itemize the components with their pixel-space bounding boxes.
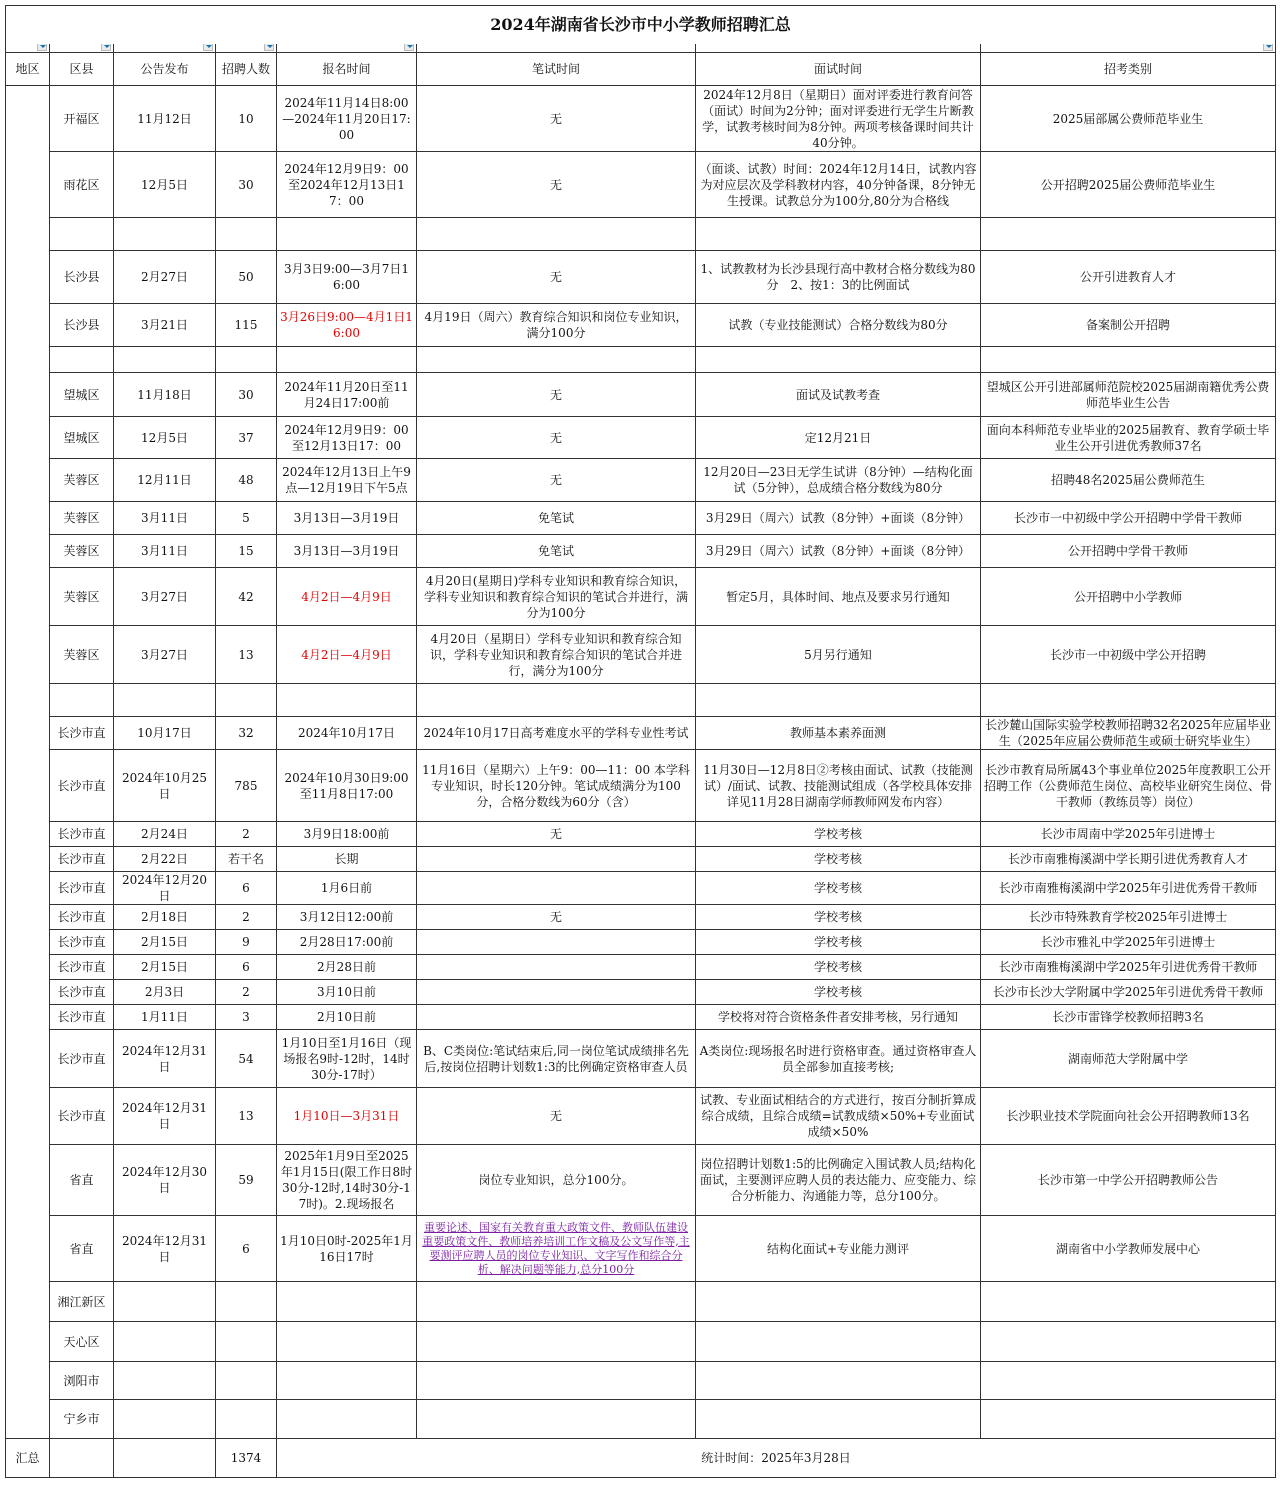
- category-cell: 长沙市南雅梅溪湖中学长期引进优秀教育人才: [981, 847, 1276, 872]
- registration-cell: 4月2日—4月9日: [277, 626, 417, 684]
- header-interview: 面试时间: [696, 53, 981, 86]
- table-row: [6, 373, 1276, 417]
- county-cell: 长沙市直: [50, 905, 114, 930]
- recruitment-table: [5, 5, 1276, 1478]
- table-row: [6, 86, 1276, 152]
- header-registration: 报名时间: [277, 53, 417, 86]
- county-cell: 长沙市直: [50, 1030, 114, 1088]
- county-cell: 芙蓉区: [50, 568, 114, 626]
- interview-cell: 学校考核: [696, 872, 981, 905]
- table-row: [6, 955, 1276, 980]
- category-cell: 公开招聘中学骨干教师: [981, 535, 1276, 568]
- interview-cell: [696, 1322, 981, 1362]
- publish-cell: 2月27日: [114, 251, 216, 304]
- interview-cell: 学校考核: [696, 955, 981, 980]
- written-cell: 无: [417, 373, 696, 417]
- category-cell: 公开引进教育人才: [981, 251, 1276, 304]
- filter-cell: [114, 44, 216, 53]
- county-cell: 长沙市直: [50, 930, 114, 955]
- count-cell: 2: [216, 905, 277, 930]
- written-cell: 4月20日（星期日）学科专业知识和教育综合知识，学科专业知识和教育综合知识的笔试合并进行，满分为100分: [417, 626, 696, 684]
- interview-cell: 暂定5月，具体时间、地点及要求另行通知: [696, 568, 981, 626]
- written-cell: 免笔试: [417, 535, 696, 568]
- registration-cell: [277, 1400, 417, 1439]
- written-cell: [417, 955, 696, 980]
- summary-row: [6, 1439, 1276, 1478]
- registration-cell: 3月9日18:00前: [277, 822, 417, 847]
- header-row: [6, 53, 1276, 86]
- written-cell: [417, 872, 696, 905]
- table-row: [6, 1088, 1276, 1145]
- category-cell: 湖南省中小学教师发展中心: [981, 1216, 1276, 1282]
- interview-cell: （面谈、试教）时间：2024年12月14日，试教内容为对应层次及学科教材内容，40分钟备课，8分钟无生授课。试教总分为100分,80分为合格线: [696, 152, 981, 218]
- filter-dropdown-icon[interactable]: [1263, 44, 1273, 51]
- interview-cell: [696, 1400, 981, 1439]
- county-cell: 长沙市直: [50, 717, 114, 750]
- filter-dropdown-icon[interactable]: [404, 44, 414, 51]
- category-cell: 面向本科师范专业毕业的2025届教育、教育学硕士毕业生公开引进优秀教师37名: [981, 417, 1276, 459]
- count-cell: 13: [216, 626, 277, 684]
- publish-cell: 2月18日: [114, 905, 216, 930]
- registration-cell: 2024年12月9日9：00至12月13日17：00: [277, 417, 417, 459]
- filter-dropdown-icon[interactable]: [37, 44, 47, 51]
- count-cell: 42: [216, 568, 277, 626]
- interview-cell: 面试及试教考查: [696, 373, 981, 417]
- registration-cell: 3月26日9:00—4月1日16:00: [277, 304, 417, 347]
- category-cell: 长沙市周南中学2025年引进博士: [981, 822, 1276, 847]
- publish-cell: [114, 347, 216, 373]
- table-row: [6, 1145, 1276, 1216]
- category-cell: 公开招聘中小学教师: [981, 568, 1276, 626]
- registration-cell: [277, 347, 417, 373]
- publish-cell: 2024年10月25日: [114, 750, 216, 822]
- count-cell: 13: [216, 1088, 277, 1145]
- publish-cell: [114, 1362, 216, 1400]
- count-cell: 6: [216, 1216, 277, 1282]
- county-cell: 长沙县: [50, 251, 114, 304]
- table-row: [6, 1362, 1276, 1400]
- count-cell: 50: [216, 251, 277, 304]
- publish-cell: 3月11日: [114, 502, 216, 535]
- table-row: [6, 417, 1276, 459]
- interview-cell: 11月30日—12月8日②考核由面试、试教（技能测试）/面试、试教、技能测试组成（各学校具体安排详见11月28日湖南学师教师网发布内容）: [696, 750, 981, 822]
- filter-cell: [6, 44, 50, 53]
- category-cell: 长沙市南雅梅溪湖中学2025年引进优秀骨干教师: [981, 955, 1276, 980]
- filter-dropdown-icon[interactable]: [101, 44, 111, 51]
- category-cell: 长沙市教育局所属43个事业单位2025年度教职工公开招聘工作（公费师范生岗位、高校毕业研究生岗位、骨干教师（教练员等）岗位）: [981, 750, 1276, 822]
- interview-cell: 学校考核: [696, 905, 981, 930]
- written-cell: B、C类岗位:笔试结束后,同一岗位笔试成绩排名先后,按岗位招聘计划数1:3的比例确定资格审查人员: [417, 1030, 696, 1088]
- interview-cell: [696, 684, 981, 717]
- title-row: [6, 6, 1276, 45]
- category-cell: 望城区公开引进部属师范院校2025届湖南籍优秀公费师范毕业生公告: [981, 373, 1276, 417]
- interview-cell: 教师基本素养面测: [696, 717, 981, 750]
- written-cell: [417, 218, 696, 251]
- publish-cell: 2月3日: [114, 980, 216, 1005]
- header-written: 笔试时间: [417, 53, 696, 86]
- publish-cell: 3月27日: [114, 568, 216, 626]
- county-cell: 长沙市直: [50, 847, 114, 872]
- written-cell: [417, 847, 696, 872]
- count-cell: [216, 347, 277, 373]
- registration-cell: 2024年11月20日至11月24日17:00前: [277, 373, 417, 417]
- count-cell: 10: [216, 86, 277, 152]
- count-cell: 30: [216, 152, 277, 218]
- interview-cell: 学校考核: [696, 822, 981, 847]
- county-cell: 省直: [50, 1145, 114, 1216]
- category-cell: 长沙市一中初级中学公开招聘中学骨干教师: [981, 502, 1276, 535]
- count-cell: 54: [216, 1030, 277, 1088]
- table-row: [6, 568, 1276, 626]
- category-cell: 湖南师范大学附属中学: [981, 1030, 1276, 1088]
- category-cell: 备案制公开招聘: [981, 304, 1276, 347]
- written-cell: 无: [417, 1088, 696, 1145]
- count-cell: 37: [216, 417, 277, 459]
- header-publish: 公告发布: [114, 53, 216, 86]
- county-cell: [50, 347, 114, 373]
- count-cell: 30: [216, 373, 277, 417]
- registration-cell: 2月28日前: [277, 955, 417, 980]
- interview-cell: A类岗位:现场报名时进行资格审查。通过资格审查人员全部参加直接考核;: [696, 1030, 981, 1088]
- written-cell: [417, 1322, 696, 1362]
- table-row: [6, 1322, 1276, 1362]
- registration-cell: [277, 1362, 417, 1400]
- county-cell: 长沙市直: [50, 872, 114, 905]
- publish-cell: 3月27日: [114, 626, 216, 684]
- publish-cell: 2024年12月31日: [114, 1030, 216, 1088]
- filter-cell: [696, 44, 981, 53]
- interview-cell: 3月29日（周六）试教（8分钟）+面谈（8分钟）: [696, 535, 981, 568]
- category-cell: [981, 684, 1276, 717]
- publish-cell: 2024年12月30日: [114, 1145, 216, 1216]
- interview-cell: 结构化面试+专业能力测评: [696, 1216, 981, 1282]
- written-cell: 2024年10月17日高考难度水平的学科专业性考试: [417, 717, 696, 750]
- publish-cell: [114, 1322, 216, 1362]
- category-cell: 公开招聘2025届公费师范毕业生: [981, 152, 1276, 218]
- registration-cell: 1月10日0时-2025年1月16日17时: [277, 1216, 417, 1282]
- publish-cell: 2月22日: [114, 847, 216, 872]
- written-cell: [417, 684, 696, 717]
- count-cell: [216, 684, 277, 717]
- written-cell: 无: [417, 152, 696, 218]
- county-cell: 开福区: [50, 86, 114, 152]
- interview-cell: 定12月21日: [696, 417, 981, 459]
- publish-cell: 2024年12月31日: [114, 1216, 216, 1282]
- count-cell: 59: [216, 1145, 277, 1216]
- publish-cell: 10月17日: [114, 717, 216, 750]
- registration-cell: 2月28日17:00前: [277, 930, 417, 955]
- count-cell: [216, 1322, 277, 1362]
- registration-cell: 3月10日前: [277, 980, 417, 1005]
- registration-cell: 1月10日—3月31日: [277, 1088, 417, 1145]
- written-cell[interactable]: 重要论述、国家有关教育重大政策文件、教师队伍建设重要政策文件、教师培养培训工作文稿及公文写作等,主要测评应聘人员的岗位专业知识、文字写作和综合分析、解决问题等能力,总分100分: [417, 1216, 696, 1282]
- county-cell: 湘江新区: [50, 1282, 114, 1322]
- publish-cell: 3月11日: [114, 535, 216, 568]
- publish-cell: 2024年12月31日: [114, 1088, 216, 1145]
- table-row: [6, 905, 1276, 930]
- written-cell: [417, 1282, 696, 1322]
- registration-cell: 2024年10月30日9:00至11月8日17:00: [277, 750, 417, 822]
- filter-cell: [216, 44, 277, 53]
- category-cell: [981, 347, 1276, 373]
- written-cell: 无: [417, 86, 696, 152]
- county-cell: 宁乡市: [50, 1400, 114, 1439]
- written-cell: [417, 930, 696, 955]
- interview-cell: [696, 347, 981, 373]
- publish-cell: [114, 684, 216, 717]
- county-cell: 长沙市直: [50, 750, 114, 822]
- registration-cell: 1月10日至1月16日（现场报名9时-12时，14时30分-17时）: [277, 1030, 417, 1088]
- interview-cell: [696, 218, 981, 251]
- county-cell: 天心区: [50, 1322, 114, 1362]
- table-row: [6, 535, 1276, 568]
- category-cell: 长沙职业技术学院面向社会公开招聘教师13名: [981, 1088, 1276, 1145]
- header-category: 招考类别: [981, 53, 1276, 86]
- interview-cell: 岗位招聘计划数1:5的比例确定入围试教人员;结构化面试，主要测评应聘人员的表达能力、应变能力、综合分析能力、沟通能力等，总分100分。: [696, 1145, 981, 1216]
- count-cell: 2: [216, 980, 277, 1005]
- count-cell: [216, 1282, 277, 1322]
- summary-label: 汇总: [6, 1439, 50, 1478]
- category-cell: [981, 1322, 1276, 1362]
- count-cell: 15: [216, 535, 277, 568]
- category-cell: [981, 1400, 1276, 1439]
- written-cell: [417, 1362, 696, 1400]
- publish-cell: [114, 218, 216, 251]
- count-cell: 2: [216, 822, 277, 847]
- interview-cell: 学校考核: [696, 930, 981, 955]
- filter-cell: [277, 44, 417, 53]
- county-cell: 芙蓉区: [50, 535, 114, 568]
- header-count: 招聘人数: [216, 53, 277, 86]
- county-cell: 芙蓉区: [50, 459, 114, 502]
- registration-cell: 2024年10月17日: [277, 717, 417, 750]
- registration-cell: [277, 1282, 417, 1322]
- count-cell: [216, 218, 277, 251]
- county-cell: 长沙县: [50, 304, 114, 347]
- category-cell: 长沙市第一中学公开招聘教师公告: [981, 1145, 1276, 1216]
- publish-cell: 2024年12月20日: [114, 872, 216, 905]
- table-row: [6, 152, 1276, 218]
- count-cell: 9: [216, 930, 277, 955]
- publish-cell: [114, 1282, 216, 1322]
- written-cell: 岗位专业知识，总分100分。: [417, 1145, 696, 1216]
- registration-cell: 2025年1月9日至2025年1月15日(限工作日8时30分-12时,14时30分-17时)。2.现场报名: [277, 1145, 417, 1216]
- registration-cell: [277, 1322, 417, 1362]
- table-row: [6, 218, 1276, 251]
- publish-cell: 11月18日: [114, 373, 216, 417]
- interview-cell: 5月另行通知: [696, 626, 981, 684]
- table-row: [6, 626, 1276, 684]
- county-cell: 芙蓉区: [50, 626, 114, 684]
- category-cell: [981, 1362, 1276, 1400]
- filter-dropdown-icon[interactable]: [264, 44, 274, 51]
- table-row: [6, 872, 1276, 905]
- registration-cell: 3月13日—3月19日: [277, 502, 417, 535]
- table-row: [6, 502, 1276, 535]
- category-cell: [981, 218, 1276, 251]
- publish-cell: 2月15日: [114, 930, 216, 955]
- written-cell: 无: [417, 417, 696, 459]
- interview-cell: 试教、专业面试相结合的方式进行，按百分制折算成综合成绩，且综合成绩=试教成绩×50%+专业面试成绩×50%: [696, 1088, 981, 1145]
- table-row: [6, 930, 1276, 955]
- written-cell: 无: [417, 251, 696, 304]
- filter-cell: [50, 44, 114, 53]
- county-cell: [50, 218, 114, 251]
- registration-cell: 2024年11月14日8:00—2024年11月20日17:00: [277, 86, 417, 152]
- registration-cell: 1月6日前: [277, 872, 417, 905]
- table-row: [6, 1030, 1276, 1088]
- publish-cell: 3月21日: [114, 304, 216, 347]
- category-cell: 长沙市南雅梅溪湖中学2025年引进优秀骨干教师: [981, 872, 1276, 905]
- written-cell: [417, 980, 696, 1005]
- table-row: [6, 304, 1276, 347]
- count-cell: 6: [216, 872, 277, 905]
- written-cell: 无: [417, 459, 696, 502]
- county-cell: [50, 684, 114, 717]
- publish-cell: 1月11日: [114, 1005, 216, 1030]
- interview-cell: 1、试教教材为长沙县现行高中教材合格分数线为80分 2、按1：3的比例面试: [696, 251, 981, 304]
- filter-dropdown-icon[interactable]: [203, 44, 213, 51]
- category-cell: 长沙市长沙大学附属中学2025年引进优秀骨干教师: [981, 980, 1276, 1005]
- table-row: [6, 847, 1276, 872]
- interview-cell: [696, 1362, 981, 1400]
- count-cell: 48: [216, 459, 277, 502]
- filter-cell: [417, 44, 696, 53]
- category-cell: 长沙市雅礼中学2025年引进博士: [981, 930, 1276, 955]
- written-cell: 11月16日（星期六）上午9：00—11：00 本学科专业知识，时长120分钟。笔试成绩满分为100分，合格分数线为60分（含）: [417, 750, 696, 822]
- table-row: [6, 717, 1276, 750]
- registration-cell: 2024年12月9日9：00至2024年12月13日17：00: [277, 152, 417, 218]
- category-cell: 长沙市特殊教育学校2025年引进博士: [981, 905, 1276, 930]
- page-title: 2024年湖南省长沙市中小学教师招聘汇总: [6, 6, 1276, 45]
- registration-cell: 3月13日—3月19日: [277, 535, 417, 568]
- publish-cell: 12月5日: [114, 417, 216, 459]
- publish-cell: 12月5日: [114, 152, 216, 218]
- county-cell: 省直: [50, 1216, 114, 1282]
- written-cell: [417, 1400, 696, 1439]
- count-cell: 6: [216, 955, 277, 980]
- county-cell: 长沙市直: [50, 1005, 114, 1030]
- count-cell: 785: [216, 750, 277, 822]
- written-cell: 4月19日（周六）教育综合知识和岗位专业知识，满分100分: [417, 304, 696, 347]
- summary-empty: [50, 1439, 114, 1478]
- interview-cell: 学校考核: [696, 980, 981, 1005]
- written-cell: [417, 347, 696, 373]
- interview-cell: 学校考核: [696, 847, 981, 872]
- category-cell: 长沙麓山国际实验学校教师招聘32名2025年应届毕业生（2025年应届公费师范生或硕士研究毕业生）: [981, 717, 1276, 750]
- county-cell: 雨花区: [50, 152, 114, 218]
- table-row: [6, 1400, 1276, 1439]
- written-cell: 免笔试: [417, 502, 696, 535]
- summary-empty: [114, 1439, 216, 1478]
- county-cell: 长沙市直: [50, 1088, 114, 1145]
- count-cell: [216, 1400, 277, 1439]
- table-row: [6, 750, 1276, 822]
- table-row: [6, 251, 1276, 304]
- registration-cell: 2月10日前: [277, 1005, 417, 1030]
- written-cell: 无: [417, 905, 696, 930]
- region-cell: [6, 86, 50, 1439]
- county-cell: 长沙市直: [50, 822, 114, 847]
- interview-cell: 试教（专业技能测试）合格分数线为80分: [696, 304, 981, 347]
- count-cell: 115: [216, 304, 277, 347]
- count-cell: 若干名: [216, 847, 277, 872]
- header-region: 地区: [6, 53, 50, 86]
- interview-cell: 学校将对符合资格条件者安排考核，另行通知: [696, 1005, 981, 1030]
- table-row: [6, 684, 1276, 717]
- written-cell: 无: [417, 822, 696, 847]
- registration-cell: 长期: [277, 847, 417, 872]
- count-cell: 32: [216, 717, 277, 750]
- interview-cell: [696, 1282, 981, 1322]
- category-cell: 招聘48名2025届公费师范生: [981, 459, 1276, 502]
- table-row: [6, 822, 1276, 847]
- table-row: [6, 980, 1276, 1005]
- publish-cell: 2月15日: [114, 955, 216, 980]
- written-cell: [417, 1005, 696, 1030]
- registration-cell: [277, 218, 417, 251]
- count-cell: 5: [216, 502, 277, 535]
- publish-cell: 12月11日: [114, 459, 216, 502]
- interview-cell: 3月29日（周六）试教（8分钟）+面谈（8分钟）: [696, 502, 981, 535]
- county-cell: 望城区: [50, 373, 114, 417]
- count-cell: [216, 1362, 277, 1400]
- registration-cell: 4月2日—4月9日: [277, 568, 417, 626]
- filter-row: [6, 44, 1276, 53]
- interview-cell: 2024年12月8日（星期日）面对评委进行教育问答（面试）时间为2分钟；面对评委进行无学生片断教学，试教考核时间为8分钟。两项考核备课时间共计40分钟。: [696, 86, 981, 152]
- publish-cell: 2月24日: [114, 822, 216, 847]
- registration-cell: [277, 684, 417, 717]
- county-cell: 芙蓉区: [50, 502, 114, 535]
- interview-cell: 12月20日—23日无学生试讲（8分钟）—结构化面试（5分钟），总成绩合格分数线为80分: [696, 459, 981, 502]
- county-cell: 浏阳市: [50, 1362, 114, 1400]
- category-cell: 2025届部属公费师范毕业生: [981, 86, 1276, 152]
- category-cell: [981, 1282, 1276, 1322]
- table-row: [6, 1005, 1276, 1030]
- filter-cell: [981, 44, 1276, 53]
- count-cell: 3: [216, 1005, 277, 1030]
- table-row: [6, 347, 1276, 373]
- county-cell: 望城区: [50, 417, 114, 459]
- publish-cell: 11月12日: [114, 86, 216, 152]
- stat-time: 统计时间：2025年3月28日: [277, 1439, 1276, 1478]
- table-row: [6, 1216, 1276, 1282]
- publish-cell: [114, 1400, 216, 1439]
- county-cell: 长沙市直: [50, 980, 114, 1005]
- summary-total: 1374: [216, 1439, 277, 1478]
- table-row: [6, 1282, 1276, 1322]
- table-row: [6, 459, 1276, 502]
- county-cell: 长沙市直: [50, 955, 114, 980]
- registration-cell: 2024年12月13日上午9点—12月19日下午5点: [277, 459, 417, 502]
- registration-cell: 3月12日12:00前: [277, 905, 417, 930]
- written-cell: 4月20日(星期日)学科专业知识和教育综合知识，学科专业知识和教育综合知识的笔试合并进行，满分为100分: [417, 568, 696, 626]
- registration-cell: 3月3日9:00—3月7日16:00: [277, 251, 417, 304]
- header-county: 区县: [50, 53, 114, 86]
- category-cell: 长沙市一中初级中学公开招聘: [981, 626, 1276, 684]
- category-cell: 长沙市雷锋学校教师招聘3名: [981, 1005, 1276, 1030]
